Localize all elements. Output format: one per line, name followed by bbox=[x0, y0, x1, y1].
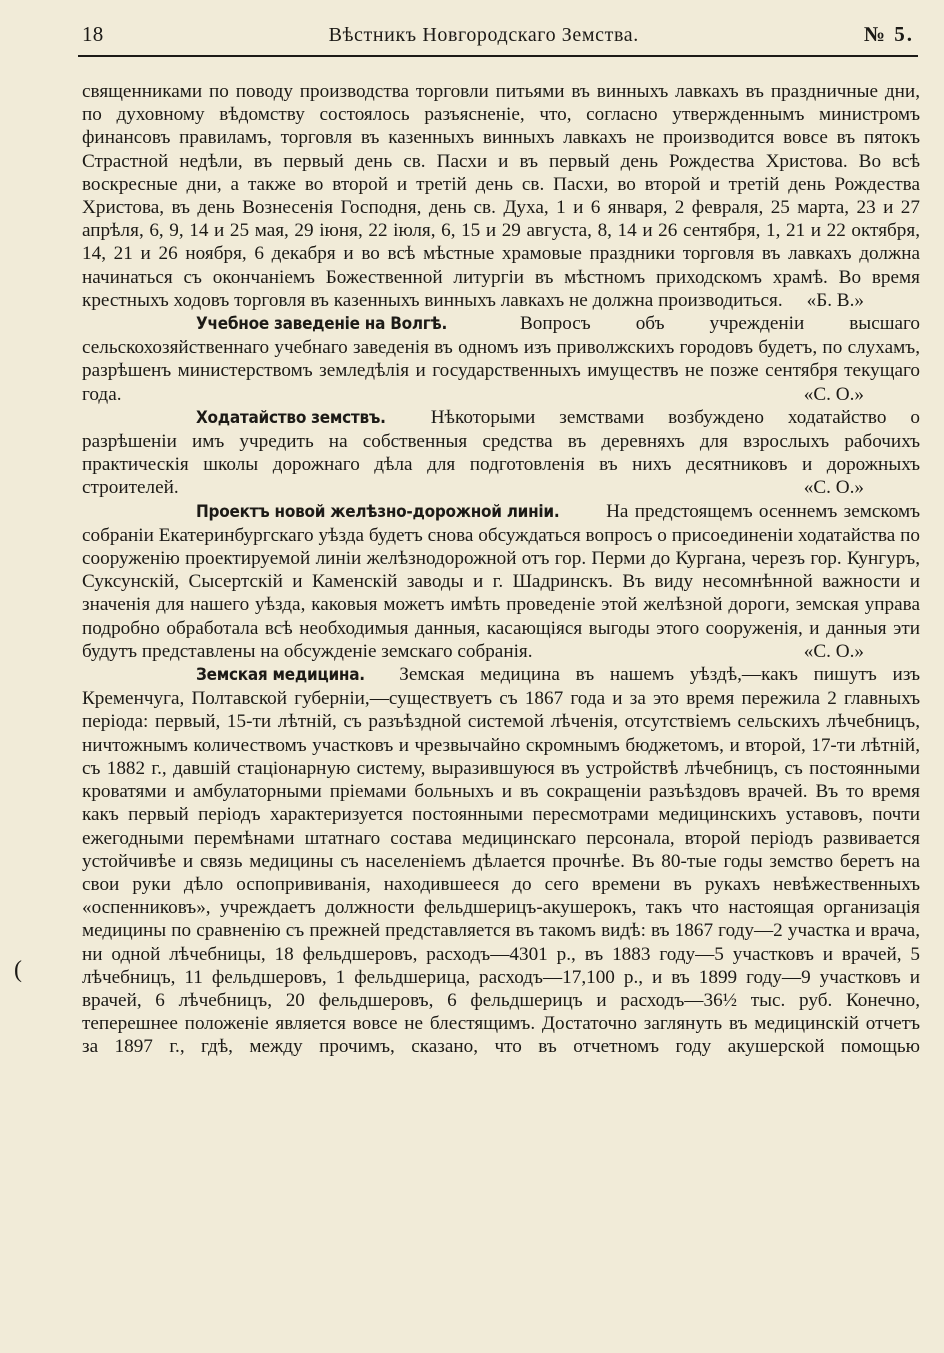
signature: «С. О.» bbox=[803, 477, 864, 499]
article-body bbox=[82, 80, 920, 1059]
issue-number: № 5. bbox=[863, 22, 914, 46]
section-heading: Ходатайство земствъ. bbox=[196, 407, 386, 428]
paragraph-text: Вопросъ объ учрежденіи высшаго сельскохозяйственнаго учебнаго заведенія въ одномъ изъ приволжскихъ городовъ будетъ, по слухамъ, разрѣшенъ министерствомъ земледѣлія и государственныхъ имуществъ не позже сентября текущаго года. bbox=[82, 313, 920, 405]
page-number: 18 bbox=[82, 22, 104, 46]
running-header bbox=[82, 22, 914, 52]
paragraph-text: священниками по поводу производства торговли питьями въ винныхъ лавкахъ въ праздничные дни, по духовному вѣдомству состоялось разъясненіе, что, согласно утвержденнымъ министромъ финансовъ правиламъ, торговля въ казенныхъ винныхъ лавкахъ не производится вовсе въ пятокъ Страстной недѣли, въ первый день св. Пасхи и въ первый день Рождества Христова. Во всѣ воскресные дни, а также во второй и третій день св. Пасхи, во второй и третій день Рождества Христова, въ день Вознесенія Господня, день св. Духа, 1 и 6 января, 2 февраля, 25 марта, 23 и 27 апрѣля, 6, 9, 14 и 25 мая, 29 іюня, 22 іюля, 6, 15 и 29 августа, 8, 14 и 26 сентября, 1, 21 и 22 октября, 14, 21 и 26 ноября, 6 декабря и во всѣ мѣстные храмовые праздники торговля въ лавкахъ должна начинаться съ окончаніемъ Божественной литургіи въ мѣстномъ приходскомъ храмѣ. Во время крестныхъ ходовъ торговля въ казенныхъ винныхъ лавкахъ не должна производиться. bbox=[82, 81, 920, 311]
paragraph-railway-project bbox=[82, 500, 920, 663]
paragraph-zemstvo-petition bbox=[82, 406, 920, 500]
margin-mark: ( bbox=[14, 957, 22, 983]
journal-title: Вѣстникъ Новгородскаго Земства. bbox=[328, 24, 639, 46]
paragraph-wine-shops bbox=[82, 80, 920, 312]
signature: «С. О.» bbox=[803, 640, 864, 662]
paragraph-text: Нѣкоторыми земствами возбуждено ходатайство о разрѣшеніи имъ учредить на собственныя средства въ деревняхъ для взрослыхъ рабочихъ практическія школы дорожнаго дѣла для подготовленія въ нихъ десятниковъ и дорожныхъ строителей. bbox=[82, 406, 921, 499]
header-rule bbox=[78, 55, 918, 57]
section-heading: Учебное заведеніе на Волгѣ. bbox=[196, 314, 448, 335]
signature: «С. О.» bbox=[803, 383, 864, 405]
paragraph-text: Земская медицина въ нашемъ уѣздѣ,—какъ пишутъ изъ Кременчуга, Полтавской губерніи,—существуетъ съ 1867 года и за это время пережила 2 главныхъ періода: первый, 15-ти лѣтній, съ разъѣздной системой лѣченія, отсутствіемъ сельскихъ лѣчебницъ, ничтожнымъ количествомъ участковъ и чрезвычайно скромнымъ бюджетомъ, и второй, 17-ти лѣтній, съ 1882 г., давшій стаціонарную систему, выразившуюся въ устройствѣ лѣчебницъ, съ постоянными кроватями и амбулаторными пріемами больныхъ и въ сокращеніи разъѣздовъ врачей. Въ то время какъ первый періодъ характеризуется постоянными пересмотрами медицинскихъ уставовъ, почти ежегодными перемѣнами штатнаго состава медицинскаго персонала, второй періодъ развивается устойчивѣе и связь медицины съ населеніемъ дѣлается прочнѣе. Въ 80-тые годы земство беретъ на свои руки дѣло оспопрививанія, находившееся до сего времени въ рукахъ невѣжественныхъ «оспенниковъ», учреждаетъ должности фельдшерицъ-акушерокъ, такъ что настоящая организація медицины по сравненію съ прежней представляется въ такомъ видѣ: въ 1867 году—2 участка и врача, ни одной лѣчебницы, 18 фельдшеровъ, расходъ—4301 р., въ 1883 году—5 участковъ и врачей, 5 лѣчебницъ, 11 фельдшеровъ, 1 фельдшерица, расходъ—17,100 р., и въ 1899 году—9 участковъ и врачей, 6 лѣчебницъ, 20 фельдшеровъ, 6 фельдшерицъ и расходъ—36½ тыс. руб. Конечно, теперешнее положеніе является вовсе не блестящимъ. Достаточно заглянуть въ медицинскій отчетъ за 1897 г., гдѣ, между прочимъ, сказано, что въ отчетномъ году акушерской помощью bbox=[82, 664, 920, 1058]
paragraph-volga-school bbox=[82, 312, 920, 406]
paragraph-zemstvo-medicine bbox=[82, 663, 920, 1058]
section-heading: Земская медицина. bbox=[196, 665, 365, 686]
signature: «Б. В.» bbox=[806, 289, 864, 311]
section-heading: Проектъ новой желѣзно-дорожной линіи. bbox=[196, 501, 560, 522]
paragraph-text: На предстоящемъ осеннемъ земскомъ собраніи Екатеринбургскаго уѣзда будетъ снова обсуждаться вопросъ о присоединеніи ходатайства по сооруженію проектируемой линіи желѣзнодорожной отъ гор. Перми до Кургана, черезъ гор. Кунгуръ, Суксунскій, Сысертскій и Каменскій заводы и г. Шадринскъ. Въ виду несомнѣнной важности и значенія для нашего уѣзда, каковыя можетъ имѣть проведеніе этой желѣзной дороги, земская управа подробно обработала всѣ необходимыя данныя, касающіяся выгоды этого сооруженія, и данныя эти будутъ представлены на обсужденіе земскаго собранія. bbox=[82, 500, 921, 662]
